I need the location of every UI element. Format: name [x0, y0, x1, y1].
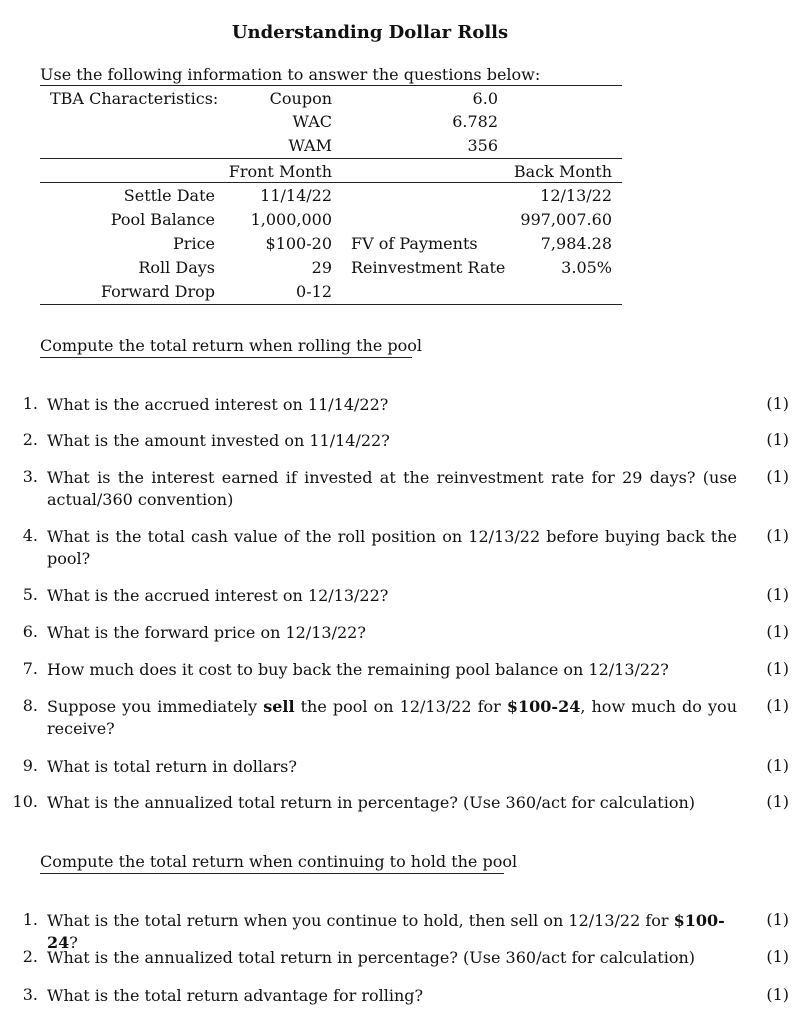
s1-q10-number: 10.	[12, 792, 38, 811]
s1-q3-points: (1)	[766, 467, 789, 486]
s1-q7-number: 7.	[22, 659, 38, 678]
row-front-roll-days: 29	[311, 258, 332, 277]
s1-q8-text-c: , how much do you receive?	[47, 697, 737, 738]
row-label-settle-date: Settle Date	[123, 186, 215, 205]
s2-q3-number: 3.	[22, 985, 38, 1004]
s1-q9-number: 9.	[22, 756, 38, 775]
s1-q8-number: 8.	[22, 696, 38, 715]
s1-q10-text: What is the annualized total return in percentage? (Use 360/act for calculation)	[47, 793, 696, 812]
front-month-header: Front Month	[228, 162, 332, 181]
intro-text: Use the following information to answer the questions below:	[40, 65, 541, 84]
s1-q4-text: What is the total cash value of the roll position on 12/13/22 before buying back the pool?	[47, 527, 737, 568]
section1-underline	[40, 357, 412, 358]
row-label-forward-drop: Forward Drop	[100, 282, 215, 301]
s1-q8-text-a: Suppose you immediately	[47, 697, 264, 716]
row-label-pool-balance: Pool Balance	[110, 210, 215, 229]
s1-q9-text: What is total return in dollars?	[47, 757, 297, 776]
s1-q2-number: 2.	[22, 430, 38, 449]
s1-q6-number: 6.	[22, 622, 38, 641]
row-front-settle-date: 11/14/22	[260, 186, 332, 205]
section2-heading: Compute the total return when continuing to hold the pool	[40, 852, 518, 871]
row-mid-fv-payments: FV of Payments	[351, 234, 478, 253]
s1-q8-points: (1)	[766, 696, 789, 715]
s2-q2-number: 2.	[22, 947, 38, 966]
tba-coupon-name: Coupon	[269, 89, 332, 108]
s2-q1-bold-price: $100-24	[47, 911, 725, 952]
section1-heading: Compute the total return when rolling the pool	[40, 336, 423, 355]
s1-q7-text: How much does it cost to buy back the remaining pool balance on 12/13/22?	[47, 660, 669, 679]
s1-q1-text: What is the accrued interest on 11/14/22?	[47, 395, 389, 414]
s1-q2-points: (1)	[766, 430, 789, 449]
row-back-fv-payments: 7,984.28	[540, 234, 612, 253]
row-back-reinvestment-rate: 3.05%	[561, 258, 612, 277]
s1-q3-text: What is the interest earned if invested at the reinvestment rate for 29 days? (use actual/360 convention)	[47, 468, 737, 509]
tba-wac-value: 6.782	[452, 112, 498, 131]
s2-q3-points: (1)	[766, 985, 789, 1004]
table-top-rule	[40, 85, 622, 86]
back-month-header: Back Month	[513, 162, 612, 181]
s1-q4-number: 4.	[22, 526, 38, 545]
row-back-pool-balance: 997,007.60	[520, 210, 612, 229]
row-front-pool-balance: 1,000,000	[250, 210, 332, 229]
s2-q1-text-b: ?	[69, 933, 78, 952]
row-label-roll-days: Roll Days	[138, 258, 215, 277]
table-bottom-rule	[40, 304, 622, 305]
header-rule	[40, 182, 622, 183]
s2-q1-points: (1)	[766, 910, 789, 929]
s2-q3-text: What is the total return advantage for rolling?	[47, 986, 424, 1005]
row-front-price: $100-20	[265, 234, 332, 253]
tba-wam-name: WAM	[288, 136, 332, 155]
s1-q6-text: What is the forward price on 12/13/22?	[47, 623, 366, 642]
s1-q8-text	[47, 696, 737, 740]
s1-q3-number: 3.	[22, 467, 38, 486]
s2-q1-number: 1.	[22, 910, 38, 929]
s1-q4-points: (1)	[766, 526, 789, 545]
tba-wam-value: 356	[467, 136, 498, 155]
s1-q5-number: 5.	[22, 585, 38, 604]
page-title: Understanding Dollar Rolls	[231, 22, 509, 43]
row-mid-reinvestment-rate: Reinvestment Rate	[351, 258, 506, 277]
s1-q1-points: (1)	[766, 394, 789, 413]
s1-q8-bold-sell: sell	[263, 697, 295, 716]
s1-q9-points: (1)	[766, 756, 789, 775]
s1-q5-points: (1)	[766, 585, 789, 604]
s1-q1-number: 1.	[22, 394, 38, 413]
s1-q8-bold-price: $100-24	[506, 697, 581, 716]
s2-q1-text-a: What is the total return when you continue to hold, then sell on 12/13/22 for	[47, 911, 674, 930]
s1-q6-points: (1)	[766, 622, 789, 641]
row-back-settle-date: 12/13/22	[540, 186, 612, 205]
tba-coupon-value: 6.0	[472, 89, 498, 108]
row-front-forward-drop: 0-12	[296, 282, 332, 301]
s1-q2-text: What is the amount invested on 11/14/22?	[47, 431, 390, 450]
tba-label: TBA Characteristics:	[50, 89, 219, 108]
s1-q8-text-b: the pool on 12/13/22 for	[294, 697, 507, 716]
section2-underline	[40, 873, 504, 874]
s1-q5-text: What is the accrued interest on 12/13/22?	[47, 586, 389, 605]
s1-q7-points: (1)	[766, 659, 789, 678]
s1-q10-points: (1)	[766, 792, 789, 811]
s2-q2-points: (1)	[766, 947, 789, 966]
row-label-price: Price	[173, 234, 215, 253]
table-mid-rule	[40, 158, 622, 159]
s2-q2-text: What is the annualized total return in percentage? (Use 360/act for calculation)	[47, 948, 696, 967]
tba-wac-name: WAC	[292, 112, 332, 131]
